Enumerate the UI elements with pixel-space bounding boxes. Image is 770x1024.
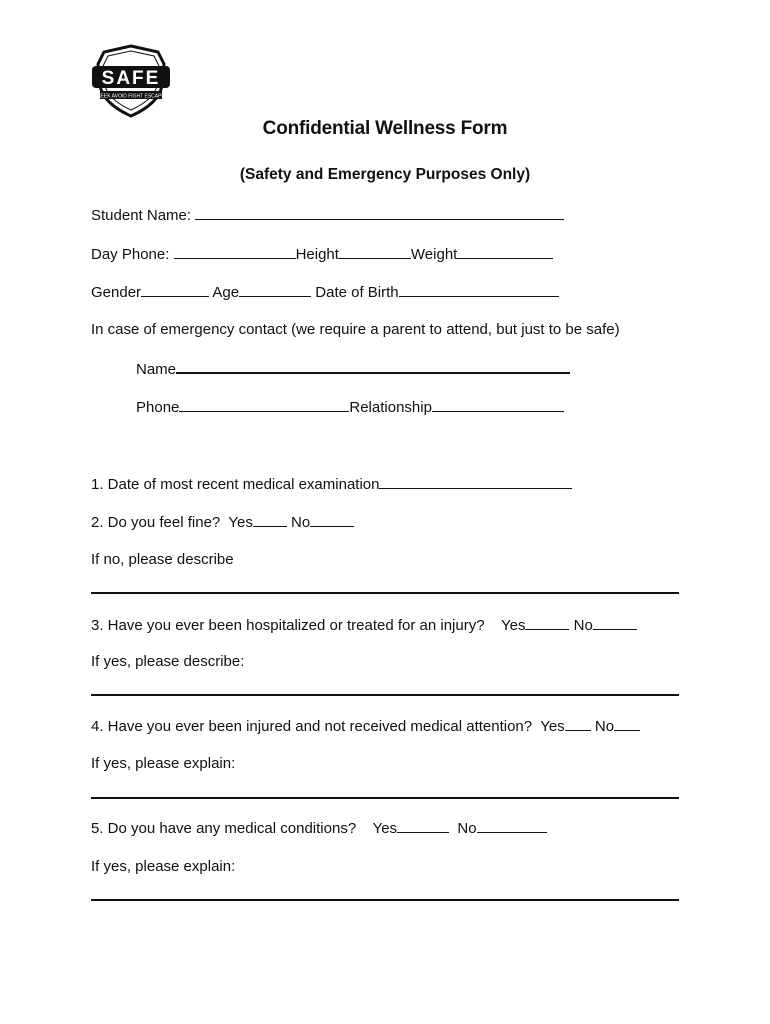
- yes-label: Yes: [228, 514, 253, 531]
- question-2-label: 2. Do you feel fine?: [91, 514, 221, 531]
- relationship-label: Relationship: [349, 399, 432, 416]
- page-subtitle: (Safety and Emergency Purposes Only): [239, 166, 531, 183]
- question-4: [91, 716, 640, 737]
- no-label: No: [291, 514, 311, 531]
- age-field[interactable]: [239, 282, 311, 297]
- question-4-answer-line[interactable]: [91, 797, 679, 799]
- age-label: Age: [212, 284, 240, 301]
- relationship-field[interactable]: [432, 397, 564, 412]
- question-5-answer-line[interactable]: [91, 899, 679, 901]
- question-3-label: 3. Have you ever been hospitalized or treated for an injury?: [91, 617, 485, 634]
- height-field[interactable]: [339, 244, 411, 259]
- question-5-label: 5. Do you have any medical conditions?: [91, 820, 357, 837]
- question-5: [91, 818, 547, 839]
- yes-label: Yes: [372, 820, 398, 837]
- emergency-phone-row: [136, 397, 564, 418]
- question-3-followup: If yes, please describe:: [91, 653, 245, 670]
- weight-label: Weight: [410, 246, 458, 263]
- question-1: [91, 474, 572, 495]
- question-3-yes-field[interactable]: [525, 615, 569, 630]
- phone-height-weight-row: [91, 244, 553, 265]
- gender-label: Gender: [91, 284, 142, 301]
- gender-age-dob-row: [91, 282, 559, 303]
- no-label: No: [594, 718, 615, 735]
- question-2-no-field[interactable]: [310, 512, 354, 527]
- question-5-no-field[interactable]: [477, 818, 547, 833]
- emergency-phone-label: Phone: [136, 399, 180, 416]
- question-1-field[interactable]: [379, 474, 572, 489]
- question-5-yes-field[interactable]: [397, 818, 449, 833]
- day-phone-label: Day Phone:: [91, 246, 170, 263]
- dob-label: Date of Birth: [315, 284, 399, 301]
- student-name-label: Student Name:: [91, 207, 192, 224]
- yes-label: Yes: [540, 718, 565, 735]
- dob-field[interactable]: [399, 282, 559, 297]
- emergency-name-label: Name: [136, 361, 177, 378]
- question-2-yes-field[interactable]: [253, 512, 287, 527]
- gender-field[interactable]: [141, 282, 209, 297]
- day-phone-field[interactable]: [174, 244, 296, 259]
- emergency-intro: In case of emergency contact (we require a parent to attend, but just to be safe): [91, 321, 620, 338]
- question-4-yes-field[interactable]: [565, 716, 591, 731]
- question-3-answer-line[interactable]: [91, 694, 679, 696]
- student-name-row: [91, 205, 564, 226]
- height-label: Height: [295, 246, 339, 263]
- svg-text:SEEK AVOID FIGHT ESCAPE: SEEK AVOID FIGHT ESCAPE: [97, 93, 165, 100]
- question-3-no-field[interactable]: [593, 615, 637, 630]
- weight-field[interactable]: [457, 244, 553, 259]
- student-name-field[interactable]: [195, 205, 564, 220]
- page-title: Confidential Wellness Form: [262, 118, 508, 139]
- question-4-no-field[interactable]: [614, 716, 640, 731]
- no-label: No: [457, 820, 477, 837]
- question-4-label: 4. Have you ever been injured and not received medical attention?: [91, 718, 533, 735]
- question-2-followup: If no, please describe: [91, 551, 234, 568]
- question-2: [91, 512, 354, 533]
- no-label: No: [573, 617, 593, 634]
- emergency-name-field[interactable]: [176, 358, 570, 374]
- yes-label: Yes: [500, 617, 526, 634]
- question-2-answer-line[interactable]: [91, 592, 679, 594]
- safe-logo: [88, 44, 174, 118]
- emergency-name-row: [136, 358, 570, 380]
- question-3: [91, 615, 637, 636]
- question-1-label: 1. Date of most recent medical examination: [91, 476, 380, 493]
- emergency-phone-field[interactable]: [179, 397, 349, 412]
- svg-text:SAFE: SAFE: [101, 68, 161, 89]
- question-5-followup: If yes, please explain:: [91, 858, 236, 875]
- question-4-followup: If yes, please explain:: [91, 755, 236, 772]
